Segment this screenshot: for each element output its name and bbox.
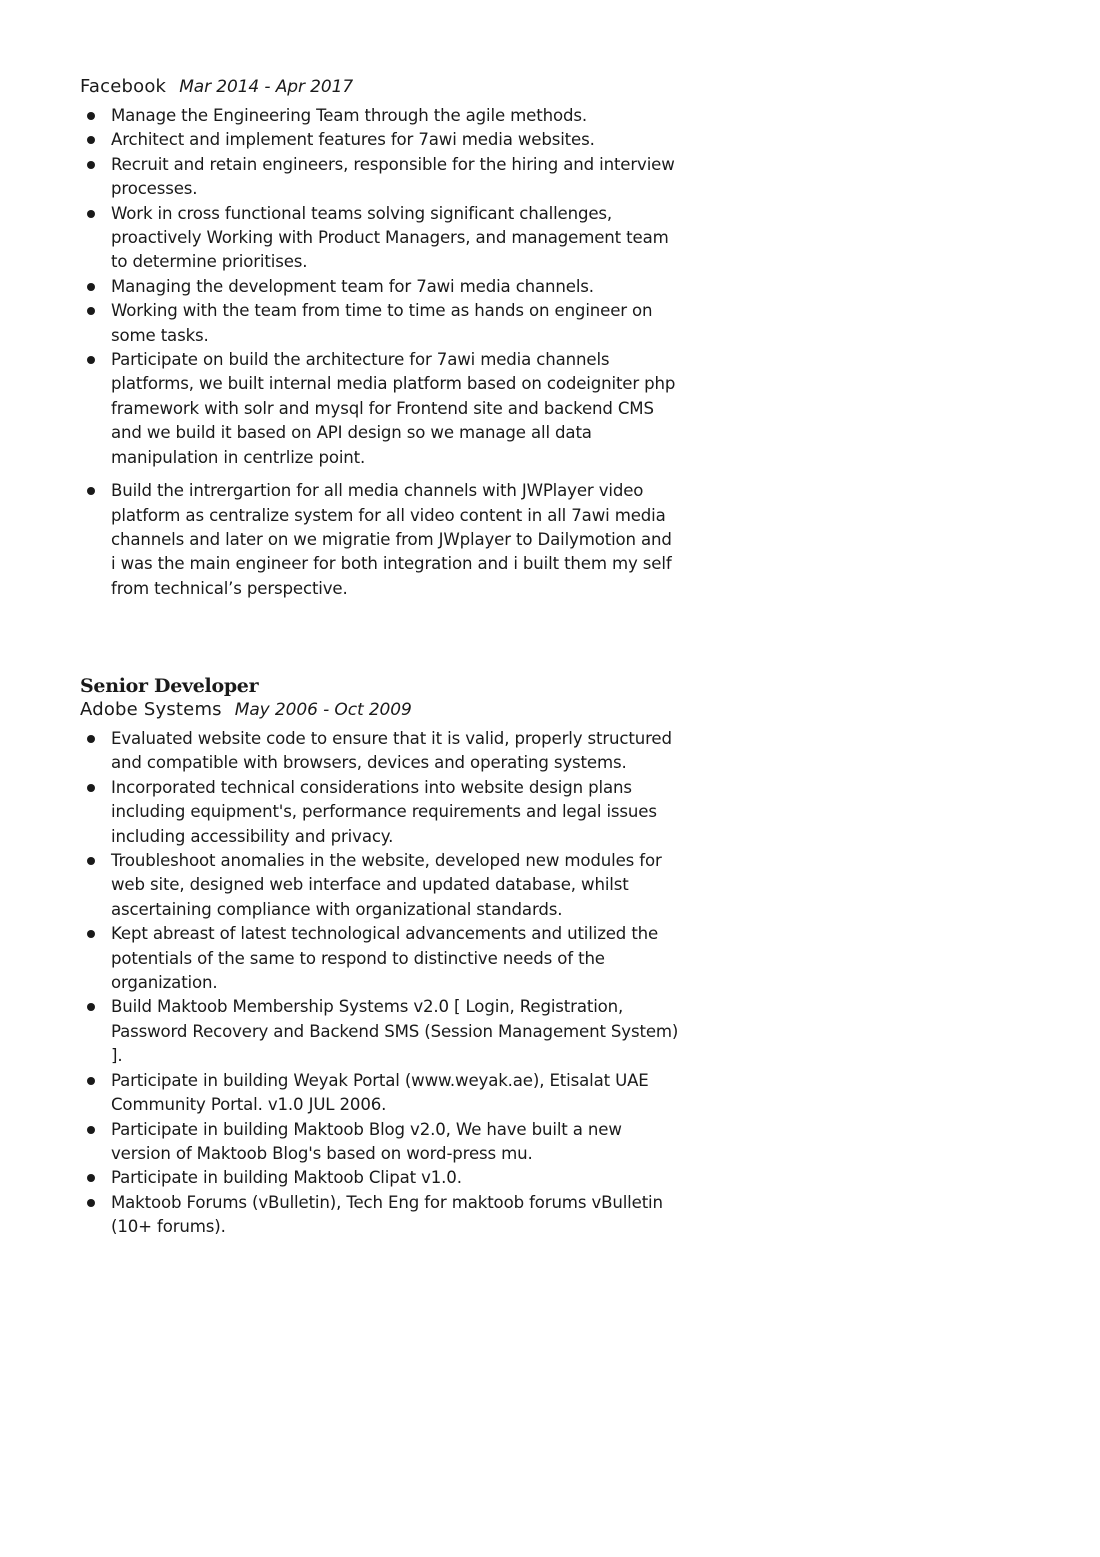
company-line <box>80 76 680 104</box>
list-item <box>80 1191 680 1240</box>
responsibility-list <box>80 727 680 1240</box>
responsibility-list <box>80 104 680 601</box>
job-title: Senior Developer <box>80 675 259 697</box>
experience-entry-facebook <box>80 76 680 601</box>
employment-dates: May 2006 - Oct 2009 <box>234 700 412 720</box>
list-item <box>80 479 680 601</box>
bullet-icon <box>87 1077 95 1085</box>
bullet-icon <box>87 487 95 495</box>
company-name: Adobe Systems <box>80 699 222 720</box>
company-name: Facebook <box>80 76 167 97</box>
list-item-text: Kept abreast of latest technological advancements and utilized the potentials of the same to respond to distinctive needs of the organization. <box>111 924 659 993</box>
bullet-icon <box>87 784 95 792</box>
list-item <box>80 849 680 922</box>
list-item <box>80 727 680 776</box>
list-item-text: Working with the team from time to time as hands on engineer on some tasks. <box>111 301 653 345</box>
list-item <box>80 153 680 202</box>
list-item <box>80 104 680 128</box>
bullet-icon <box>87 161 95 169</box>
bullet-icon <box>87 112 95 120</box>
list-item-text: Architect and implement features for 7awi media websites. <box>111 130 595 150</box>
list-item-text: Incorporated technical considerations into website design plans including equipment's, performance requirements and legal issues including accessibility and privacy. <box>111 777 657 846</box>
bullet-icon <box>87 1126 95 1134</box>
employment-dates: Mar 2014 - Apr 2017 <box>179 77 354 97</box>
bullet-icon <box>87 283 95 291</box>
list-item-text: Build the intrergartion for all media channels with JWPlayer video platform as centralize system for all video content in all 7awi media channels and later on we migratie from JWplayer to Dailymotion and i was the main engineer for both integration and i built them my self from technical’s perspective. <box>111 481 672 598</box>
list-item <box>80 128 680 152</box>
list-item <box>80 995 680 1068</box>
bullet-icon <box>87 210 95 218</box>
list-item-text: Managing the development team for 7awi media channels. <box>111 276 594 296</box>
list-item <box>80 299 680 348</box>
bullet-icon <box>87 356 95 364</box>
list-item-text: Build Maktoob Membership Systems v2.0 [ Login, Registration, Password Recovery and Backend SMS (Session Management System) ]. <box>111 997 679 1066</box>
list-item <box>80 275 680 299</box>
list-item <box>80 922 680 995</box>
list-item-text: Recruit and retain engineers, responsible for the hiring and interview processes. <box>111 154 675 199</box>
bullet-icon <box>87 735 95 743</box>
list-item <box>80 1069 680 1118</box>
list-item <box>80 202 680 275</box>
list-item <box>80 1118 680 1167</box>
company-line <box>80 699 680 727</box>
bullet-icon <box>87 1003 95 1011</box>
bullet-icon <box>87 307 95 315</box>
bullet-icon <box>87 1174 95 1182</box>
list-item-text: Participate in building Weyak Portal (www.weyak.ae), Etisalat UAE Community Portal. v1.0 JUL 2006. <box>111 1070 649 1115</box>
list-item-text: Participate in building Maktoob Blog v2.0, We have built a new version of Maktoob Blog's based on word-press mu. <box>111 1119 622 1163</box>
list-item-text: Participate in building Maktoob Clipat v1.0. <box>111 1168 462 1188</box>
bullet-icon <box>87 136 95 144</box>
experience-entry-adobe <box>80 673 680 1240</box>
list-item-text: Troubleshoot anomalies in the website, developed new modules for web site, designed web interface and updated database, whilst ascertaining compliance with organizational standards. <box>111 851 662 919</box>
list-item <box>80 1166 680 1190</box>
bullet-icon <box>87 930 95 938</box>
list-item-text: Evaluated website code to ensure that it is valid, properly structured and compatible with browsers, devices and operating systems. <box>111 729 672 773</box>
bullet-icon <box>87 857 95 865</box>
list-item-text: Manage the Engineering Team through the agile methods. <box>111 106 587 125</box>
list-item <box>80 348 680 470</box>
list-item-text: Work in cross functional teams solving significant challenges, proactively Working with Product Managers, and management team to determine prioritises. <box>111 203 669 272</box>
list-item-text: Participate on build the architecture for 7awi media channels platforms, we built internal media platform based on codeigniter php framework with solr and mysql for Frontend site and backend CMS and we build it based on API design so we manage all data manipulation in centrlize point. <box>111 350 676 467</box>
list-item <box>80 776 680 849</box>
list-item-text: Maktoob Forums (vBulletin), Tech Eng for maktoob forums vBulletin (10+ forums). <box>111 1192 663 1237</box>
bullet-icon <box>87 1199 95 1207</box>
